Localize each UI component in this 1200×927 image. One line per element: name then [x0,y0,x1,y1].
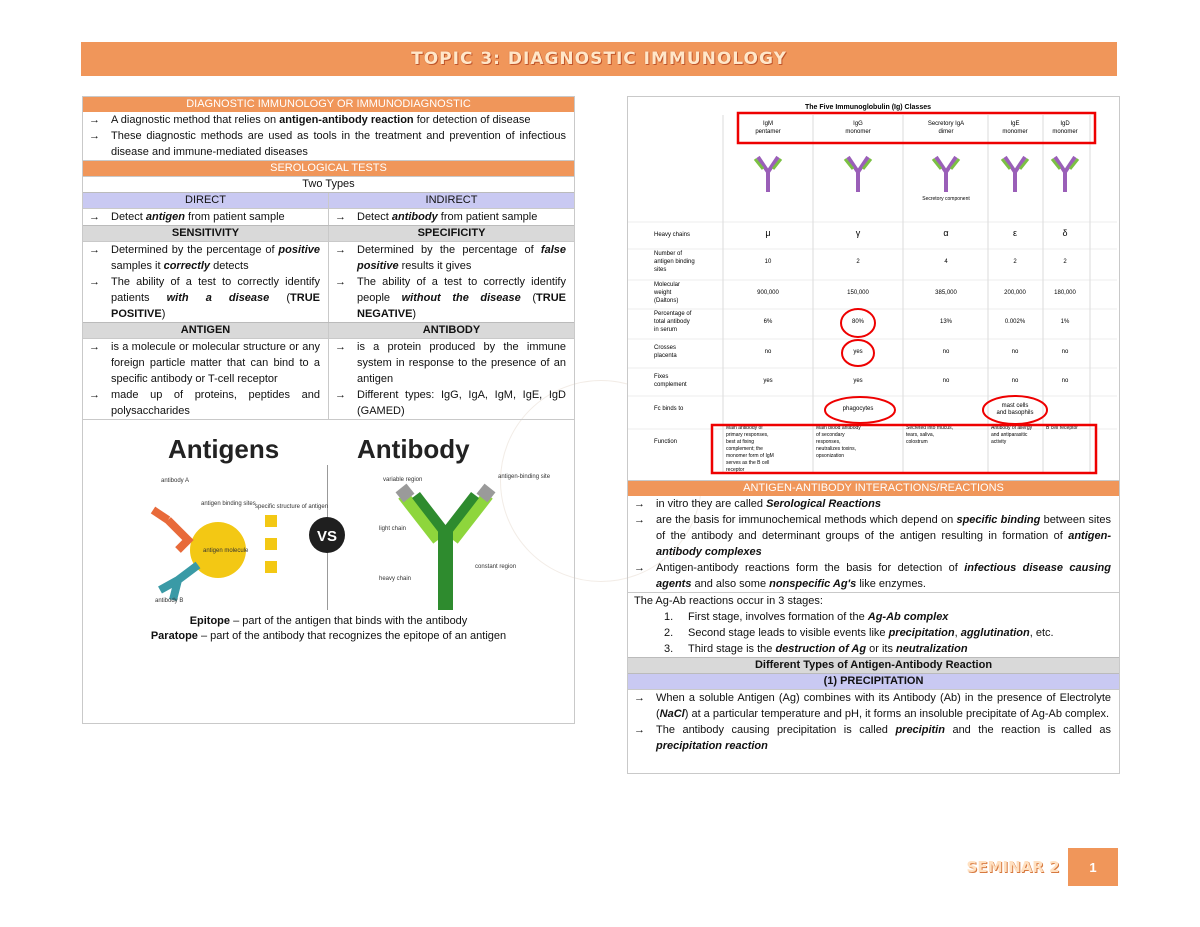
sensitivity-header: SENSITIVITY [171,227,240,239]
table-cell: 200,000 [1004,290,1026,296]
table-cell: 80% [851,319,865,325]
table-cell: 1% [1060,319,1070,325]
row-label: sites [654,267,667,273]
label-antigen-molecule: antigen molecule [203,548,249,554]
table-cell: δ [1062,228,1068,238]
antibody-structure-icon [848,157,868,192]
table-cell: 0.002% [1004,319,1026,325]
immunoglobulin-table [628,97,1117,480]
arrow-icon: → [335,244,346,256]
function-cell: best at fixing [726,439,755,445]
arrow-icon: → [89,389,100,401]
row-label: Function [654,439,678,445]
label-constant-region: constant region [475,564,517,570]
table-cell: 2 [856,259,860,265]
specificity-item: → Determined by the percentage of false positive results it gives [335,244,566,272]
specificity-header: SPECIFICITY [328,226,574,241]
sensitivity-item: → Determined by the percentage of positive samples it correctly detects [89,244,320,272]
class-name: IgM [762,121,774,127]
label-variable-region: variable region [383,477,423,483]
table-cell: γ [855,228,861,238]
class-name: IgG [853,121,863,127]
table-cell: yes [853,349,863,355]
arrow-icon: → [89,276,100,288]
variable-region-left [401,488,409,498]
table-cell: 900,000 [757,290,779,296]
function-cell: and antiparasitic [991,432,1028,438]
class-form: dimer [938,129,954,135]
arrow-icon: → [89,244,100,256]
row-label: antigen binding [654,259,695,265]
class-form: monomer [1002,129,1028,135]
arrow-icon: → [89,130,100,142]
row-label: Molecular [654,282,681,288]
section-header-interactions: ANTIGEN-ANTIBODY INTERACTIONS/REACTIONS [628,480,1119,496]
function-cell: activity [991,439,1007,445]
stage-item: 2. Second stage leads to visible events like precipitation, agglutination, etc. [664,627,1054,639]
precipitation-header: (1) PRECIPITATION [628,673,1119,689]
arrow-icon: → [89,114,100,126]
table-cell: 13% [939,319,953,325]
antigens-title: Antigens [168,434,280,464]
row-label: (Daltons) [654,298,679,304]
class-form: monomer [845,129,871,135]
arrow-icon: → [335,276,346,288]
table-cell: no [1011,378,1019,384]
table-cell: no [1011,349,1019,355]
variable-region-right [482,488,490,498]
function-cell: of secondary [816,432,845,438]
immunoglobulin-table-figure [628,97,1119,480]
function-cell: Antibody of allergy [991,425,1033,431]
function-cell: neutralizes toxins, [816,446,857,452]
row-label: weight [654,290,672,296]
seminar-tag: SEMINAR 2 [966,858,1060,876]
class-name: Secretory IgA [927,121,965,127]
highlight-classes [738,113,1095,143]
arrow-icon: → [335,211,346,223]
class-name: IgE [1010,121,1020,127]
function-cell: tears, saliva, [906,432,935,438]
function-cell: Main antibody of [726,425,763,431]
stages-intro: The Ag-Ab reactions occur in 3 stages: [628,592,1119,609]
antibody-item: → Different types: IgG, IgA, IgM, IgE, IgD (GAMED) [335,389,566,417]
table-cell: 180,000 [1054,290,1076,296]
row-label: Number of [654,251,683,257]
label-specific-structure: specific structure of antigen [255,504,329,510]
table-cell: no [942,378,950,384]
function-cell: B cell receptor [1046,425,1078,431]
table-cell: no [1061,349,1069,355]
table-cell: no [1061,378,1069,384]
function-cell: complement; the [726,446,763,452]
indirect-item: → Detect antibody from patient sample [328,209,574,225]
direct-header: DIRECT [185,194,226,206]
arrow-icon: → [634,724,645,736]
function-cell: responses, [816,439,841,445]
caption-paratope: Paratope – part of the antibody that recognizes the epitope of an antigen [150,630,507,642]
precipitation-item: → The antibody causing precipitation is called precipitin and the reaction is called as precipitation reaction [634,724,1112,752]
table-cell: μ [765,228,771,238]
stage-item: 1. First stage, involves formation of the Ag-Ab complex [664,611,949,623]
table-cell: yes [853,378,863,384]
antibody-structure-icon [1055,157,1075,192]
table-cell: 2 [1063,259,1067,265]
bullet-item: → A diagnostic method that relies on antigen-antibody reaction for detection of disease [89,114,531,126]
row-label: placenta [654,353,677,359]
bullet-item: → are the basis for immunochemical methods which depend on specific binding between sites of the antibody and determinant groups of the antigen resulting in formation of antigen-antibody complexes [634,514,1112,558]
page-title: TOPIC 3: DIAGNOSTIC IMMUNOLOGY [411,49,787,69]
caption-epitope: Epitope – part of the antigen that binds with the antibody [189,615,468,627]
table-cell: yes [763,378,773,384]
ig-grid [628,115,1117,473]
arrow-icon: → [335,341,346,353]
class-name: IgD [1060,121,1070,127]
antigen-item: → is a molecule or molecular structure or any foreign particle matter that can bind to a specific antibody or T-cell receptor [89,341,320,385]
function-cell: colostrum [906,439,928,445]
sensitivity-item: → The ability of a test to correctly identify patients with a disease (TRUE POSITIVE) [89,276,320,320]
function-cell: receptor [726,467,745,473]
reaction-types-header: Different Types of Antigen-Antibody Reaction [628,657,1119,673]
right-column [627,96,1120,774]
row-label: Fc binds to [654,406,684,412]
indirect-header: INDIRECT [328,193,574,208]
function-cell: primary responses, [726,432,769,438]
table-cell: 2 [1013,259,1017,265]
table-cell: 150,000 [847,290,869,296]
label-heavy-chain: heavy chain [379,576,412,582]
label-binding-sites: antigen binding sites [201,501,256,507]
row-label: in serum [654,327,678,333]
epitope-shape [265,561,277,573]
table-cell: 4 [944,259,948,265]
antigen-antibody-figure [83,419,574,652]
table-cell: 385,000 [935,290,957,296]
arrow-icon: → [89,211,100,223]
table-cell: ε [1012,228,1018,238]
table-cell: no [764,349,772,355]
epitope-shape [265,538,277,550]
row-label: total antibody [654,319,690,325]
row-label: Heavy chains [654,232,691,238]
label-antibody-b: antibody B [155,598,184,604]
bullet-item: → These diagnostic methods are used as tools in the treatment and prevention of infectious disease and immune-mediated diseases [89,130,566,158]
function-cell: Secreted into mucus, [906,425,953,431]
label-antibody-a: antibody A [161,478,190,484]
page-banner [81,42,1117,76]
table-cell: no [942,349,950,355]
antigen-item: → made up of proteins, peptides and polysaccharides [89,389,320,417]
function-cell: monomer form of IgM [726,453,774,459]
antibody-b-shape [160,565,198,600]
function-cell: serves as the B cell [726,460,770,466]
arrow-icon: → [634,692,645,704]
row-label: complement [654,382,687,388]
arrow-icon: → [335,389,346,401]
class-form: pentamer [755,129,781,135]
arrow-icon: → [634,498,645,510]
antigen-header: ANTIGEN [180,324,231,336]
table-cell: 6% [763,319,773,325]
antibody-structure-icon [758,157,778,192]
section-header-serological: SEROLOGICAL TESTS [83,160,574,176]
row-label: Crosses [654,345,677,351]
antibody-item: → is a protein produced by the immune system in response to the presence of an antigen [335,341,566,385]
stage-item: 3. Third stage is the destruction of Ag or its neutralization [664,643,968,655]
class-form: monomer [1052,129,1078,135]
label-binding-site: antigen-binding site [498,474,551,480]
direct-item: → Detect antigen from patient sample [89,211,285,223]
page-number: 1 [1068,848,1118,886]
arrow-icon: → [634,562,645,574]
antibody-structure-icon [1005,157,1025,192]
row-label: Percentage of [654,311,692,317]
specificity-item: → The ability of a test to correctly identify people without the disease (TRUE NEGATIVE) [335,276,566,320]
arrow-icon: → [634,514,645,526]
bullet-item: → in vitro they are called Serological Reactions [634,498,881,510]
antigen-antibody-illustration [83,420,572,610]
table-cell: mast cells [1001,403,1029,409]
table-cell: 10 [764,259,772,265]
two-types-label: Two Types [83,176,574,192]
table-cell: phagocytes [842,406,874,412]
section-header-diagnostic: DIAGNOSTIC IMMUNOLOGY OR IMMUNODIAGNOSTIC [83,97,574,112]
precipitation-item: → When a soluble Antigen (Ag) combines with its Antibody (Ab) in the presence of Electrolyte (NaCl) at a particular temperature and pH, it forms an insoluble precipitate of Ag-Ab complex. [628,689,1119,722]
left-column [82,96,575,724]
function-cell: Main blood antibody [816,425,861,431]
arrow-icon: → [89,341,100,353]
vs-label: VS [316,528,338,545]
ig-table-title: The Five Immunoglobulin (Ig) Classes [804,104,932,111]
secretory-component-label: Secretory component [922,196,970,202]
epitope-shape [265,515,277,527]
row-label: Fixes [654,374,669,380]
bullet-item: → Antigen-antibody reactions form the basis for detection of infectious disease causing agents and also some nonspecific Ag's like enzymes. [634,562,1111,590]
highlight-function [712,425,1096,473]
function-cell: opsonization [816,453,845,459]
table-cell: and basophils [996,410,1034,416]
table-cell: α [943,228,949,238]
antibody-header: ANTIBODY [328,323,574,338]
antibody-a-shape [153,510,188,550]
antibody-structure-icon [936,157,956,192]
antibody-title: Antibody [357,434,470,464]
label-light-chain: light chain [379,526,407,532]
